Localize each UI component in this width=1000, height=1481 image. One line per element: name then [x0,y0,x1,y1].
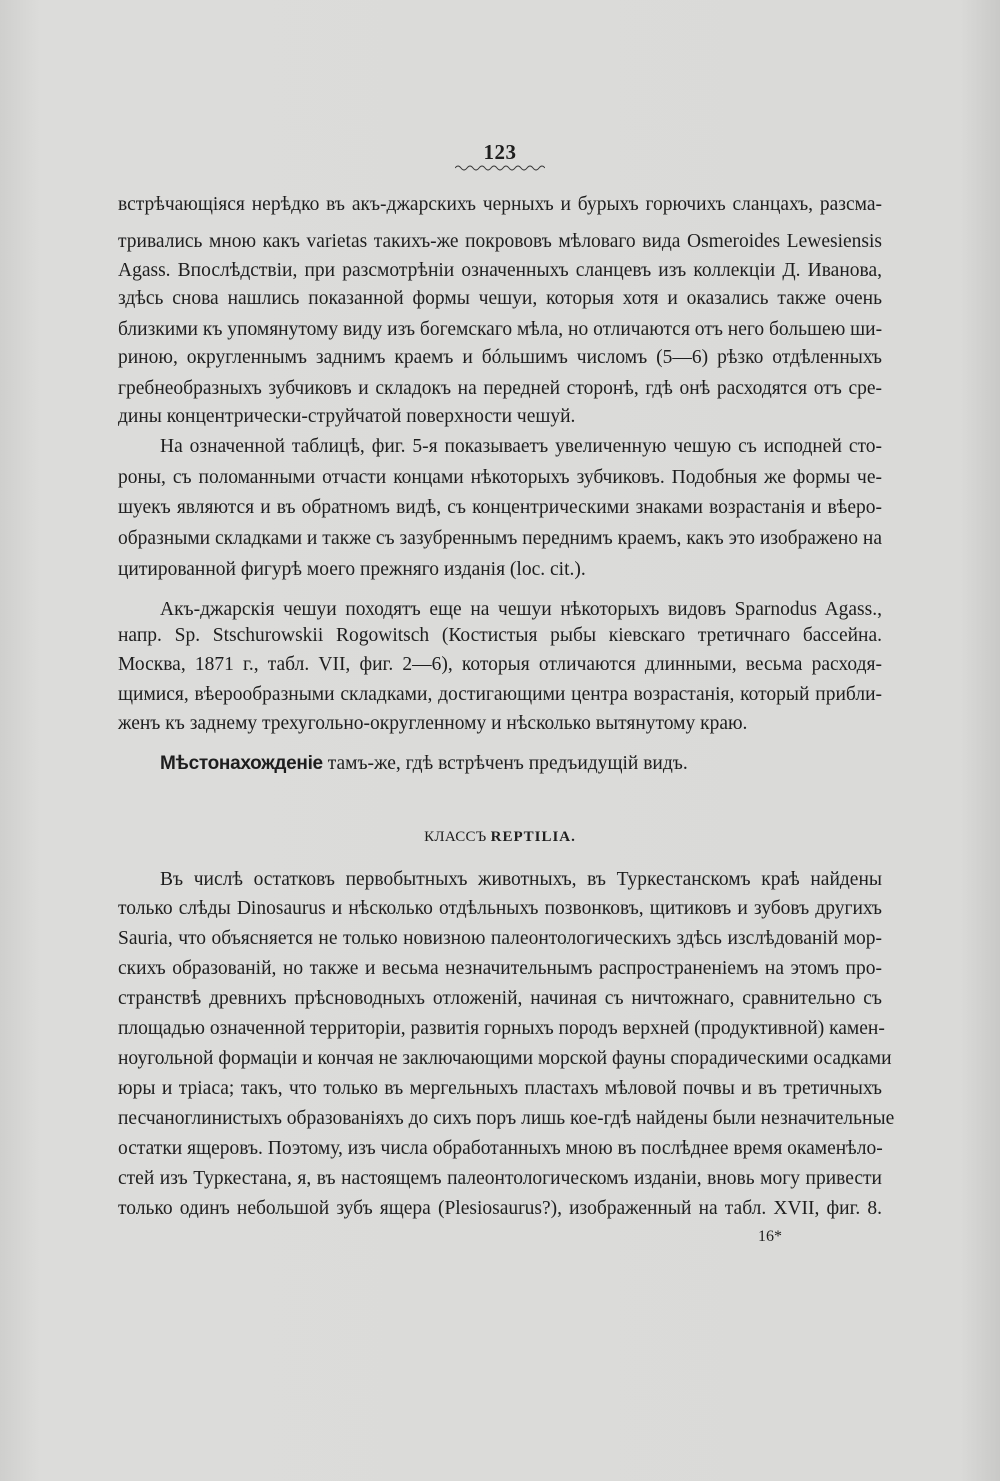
paragraph-4-line: стей изъ Туркестана, я, въ настоящемъ палеонтологическомъ изданіи, вновь могу привести [118,1168,882,1189]
paragraph-3-line: женъ къ заднему трехугольно-округленному и нѣсколько вытянутому краю. [118,713,748,734]
paragraph-3-line: напр. Sp. Stschurowskii Rogowitsch (Костистыя рыбы кіевскаго третичнаго бассейна. [118,625,882,646]
paragraph-4-line: ноугольной формаціи и кончая не заключающими морской фауны спорадическими осадками [118,1048,892,1069]
section-heading-name: REPTILIA. [490,829,576,845]
signature-mark: 16* [758,1228,782,1245]
paragraph-1-line: Agass. Впослѣдствіи, при разсмотрѣніи означенныхъ сланцевъ изъ коллекціи Д. Иванова, [118,260,882,281]
paragraph-1-line: гребнеобразныхъ зубчиковъ и складокъ на передней сторонѣ, гдѣ онѣ расходятся отъ сре- [118,378,882,399]
paragraph-4-line: только слѣды Dinosaurus и нѣсколько отдѣльныхъ позвонковъ, щитиковъ и зубовъ другихъ [118,898,882,919]
paragraph-1-line: тривались мною какъ varietas такихъ-же покрововъ мѣловаго вида Osmeroides Lewesiensis [118,231,882,252]
paragraph-2-line: цитированной фигурѣ моего прежняго изданія (loc. cit.). [118,559,586,580]
paragraph-4-line: площадью означенной территоріи, развитія горныхъ породъ верхней (продуктивной) камен- [118,1018,885,1039]
locality-line [160,752,688,776]
locality-text: тамъ-же, гдѣ встрѣченъ предъидущій видъ. [322,753,688,774]
paragraph-4-line: только одинъ небольшой зубъ ящера (Plesiosaurus?), изображенный на табл. XVII, фиг. 8. [118,1198,882,1219]
page-number: 123 [483,140,517,164]
paragraph-2-line: роны, съ поломанными отчасти концами нѣкоторыхъ зубчиковъ. Подобныя же формы че- [118,467,882,488]
page-number-wavy-rule [455,164,545,172]
paragraph-4-line: юры и тріаса; такъ, что только въ мергельныхъ пластахъ мѣловой почвы и въ третичныхъ [118,1078,882,1099]
paragraph-4-line: скихъ образованій, но также и весьма незначительнымъ распространеніемъ на этомъ про- [118,958,882,979]
paragraph-4-line: Sauria, что объясняется не только новизною палеонтологическихъ здѣсь изслѣдованій мор- [118,928,882,949]
section-heading-prefix: КЛАССЪ [424,829,487,845]
paragraph-4-line: остатки ящеровъ. Поэтому, изъ числа обработанныхъ мною въ послѣднее время окаменѣло- [118,1138,883,1159]
paragraph-1-line: риною, округленнымъ заднимъ краемъ и бóльшимъ числомъ (5—6) рѣзко отдѣленныхъ [118,347,882,368]
paragraph-4-line: странствѣ древнихъ прѣсноводныхъ отложеній, начиная съ ничтожнаго, сравнительно съ [118,988,882,1009]
paragraph-3-line: Москва, 1871 г., табл. VII, фиг. 2—6), которыя отличаются длинными, весьма расходя- [118,654,882,675]
paragraph-3-line: щимися, вѣерообразными складками, достигающими центра возрастанія, который прибли- [118,684,882,705]
paragraph-1-line: дины концентрически-струйчатой поверхности чешуй. [118,406,576,427]
paragraph-2-line: образными складками и также съ зазубреннымъ переднимъ краемъ, какъ это изображено на [118,528,882,549]
paragraph-1-line: близкими къ упомянутому виду изъ богемскаго мѣла, но отличаются отъ него большею ши- [118,319,883,340]
paragraph-2-line: шуекъ являются и въ обратномъ видѣ, съ концентрическими знаками возрастанія и вѣеро- [118,497,882,518]
paragraph-1-line: здѣсь снова нашлись показанной формы чешуи, которыя хотя и оказались также очень [118,288,882,309]
paragraph-3-line: Акъ-джарскія чешуи походятъ еще на чешуи нѣкоторыхъ видовъ Sparnodus Agass., [160,599,882,620]
paragraph-1-line: встрѣчающіяся нерѣдко въ акъ-джарскихъ черныхъ и бурыхъ горючихъ сланцахъ, разсма- [118,194,882,215]
paragraph-2-line: На означенной таблицѣ, фиг. 5-я показываетъ увеличенную чешую съ исподней сто- [160,436,882,457]
section-heading [0,827,1000,847]
paragraph-4-line: песчаноглинистыхъ образованіяхъ до сихъ поръ лишь кое-гдѣ найдены были незначительные [118,1108,895,1129]
locality-term: Мѣстонахожденіе [160,753,323,774]
paragraph-4-line: Въ числѣ остатковъ первобытныхъ животныхъ, въ Туркестанскомъ краѣ найдены [160,869,882,890]
